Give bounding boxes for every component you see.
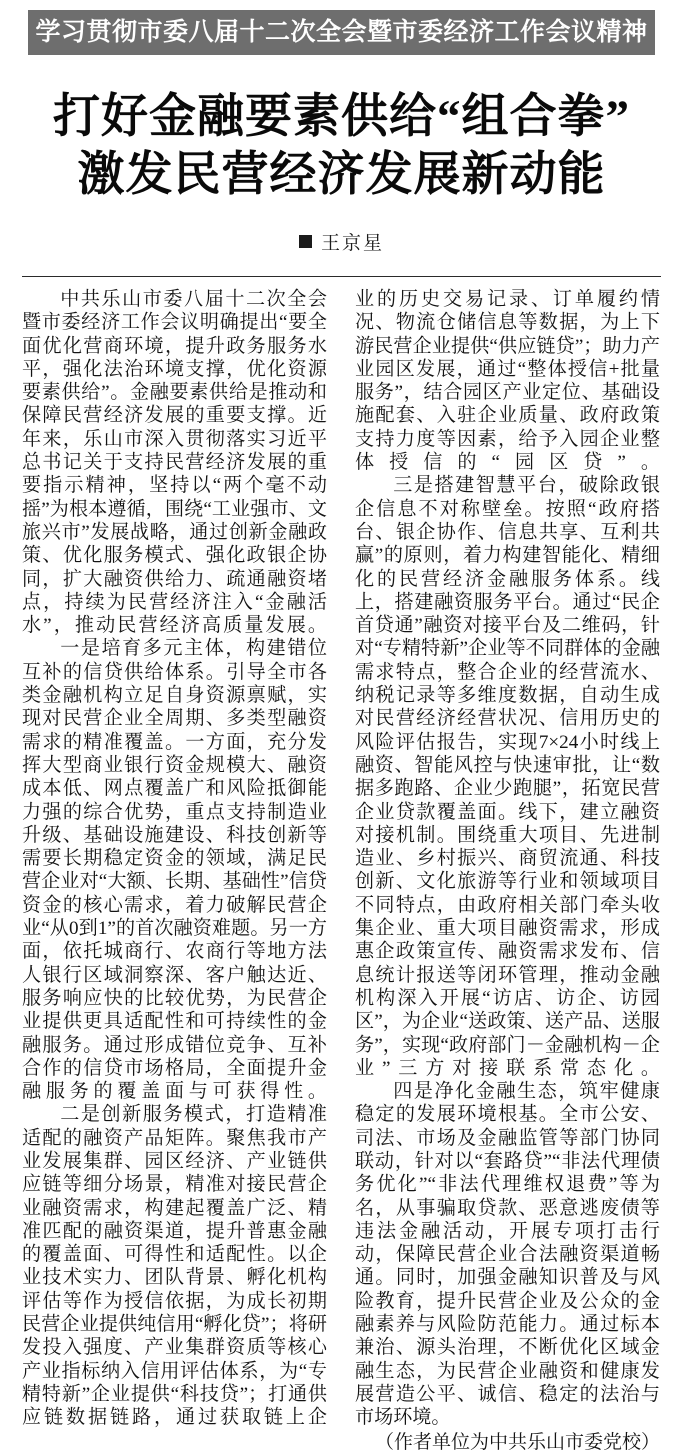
article-column-right [355, 288, 660, 1453]
banner-title: 学习贯彻市委八届十二次全会暨市委经济工作会议精神 [35, 19, 648, 46]
section-banner [28, 10, 655, 55]
paragraph: 中共乐山市委八届十二次全会暨市委经济工作会议明确提出“要全面优化营商环境，提升政务服务水平，强化法治环境支撑，优化资源要素供给”。金融要素供给是推动和保障民营经济发展的重要支撑。近年来，乐山市深入贯彻落实习近平总书记关于支持民营经济发展的重要指示精神，坚持以“两个毫不动摇”为根本遵循，围绕“工业强市、文旅兴市”发展战略，通过创新金融政策、优化服务模式、强化政银企协同，扩大融资供给力、疏通融资堵点，持续为民营经济注入“金融活水”，推动民营经济高质量发展。 [22, 289, 327, 637]
page-title [0, 88, 683, 204]
square-bullet-icon [299, 235, 312, 248]
headline-line-1: 打好金融要素供给“组合拳” [53, 91, 630, 143]
headline-line-2: 激发民营经济发展新动能 [77, 149, 606, 201]
article-body [22, 288, 661, 1453]
paragraph: 业的历史交易记录、订单履约情况、物流仓储信息等数据，为上下游民营企业提供“供应链贷”；助力产业园区发展，通过“整体授信+批量服务”，结合园区产业定位、基础设施配套、入驻企业质量、政府政策支持力度等因素，给予入园企业整体授信的“园区贷”。 [355, 289, 660, 474]
author-affiliation: （作者单位为中共乐山市委党校） [374, 1431, 660, 1453]
byline-author: 王京星 [320, 233, 384, 254]
paragraph: 二是创新服务模式，打造精准适配的融资产品矩阵。聚焦我市产业发展集群、园区经济、产业链供应链等细分场景，精准对接民营企业融资需求，构建起覆盖广泛、精准匹配的融资渠道，提升普惠金融的覆盖面、可得性和适配性。以企业技术实力、团队背景、孵化机构评估等作为授信依据，为成长初期民营企业提供纯信用“孵化贷”；将研发投入强度、产业集群资质等核心产业指标纳入信用评估体系，为“专精特新”企业提供“科技贷”；打通供应链数据链路，通过获取链上企 [22, 1104, 327, 1429]
paragraph: 三是搭建智慧平台，破除政银企信息不对称壁垒。按照“政府搭台、银企协作、信息共享、互利共赢”的原则，着力构建智能化、精细化的民营经济金融服务体系。线上，搭建融资服务平台。通过“民企首贷通”融资对接平台及二维码，针对“专精特新”企业等不同群体的金融需求特点，整合企业的经营流水、纳税记录等多维度数据，自动生成对民营经济经营状况、信用历史的风险评估报告，实现7×24小时线上融资、智能风控与快速审批，让“数据多跑路、企业少跑腿”，拓宽民营企业贷款覆盖面。线下，建立融资对接机制。围绕重大项目、先进制造业、乡村振兴、商贸流通、科技创新、文化旅游等行业和领域项目不同特点，由政府相关部门牵头收集企业、重大项目融资需求，形成惠企政策宣传、融资需求发布、信息统计报送等闭环管理，推动金融机构深入开展“访店、访企、访园区”，为企业“送政策、送产品、送服务”，实现“政府部门－金融机构－企业”三方对接联系常态化。 [355, 475, 660, 1079]
horizontal-rule-divider [22, 276, 661, 277]
byline [0, 228, 683, 255]
paragraph: 一是培育多元主体，构建错位互补的信贷供给体系。引导全市各类金融机构立足自身资源禀赋，实现对民营企业全周期、多类型融资需求的精准覆盖。一方面，充分发挥大型商业银行资金规模大、融资成本低、网点覆盖广和风险抵御能力强的综合优势，重点支持制造业升级、基础设施建设、科技创新等需要长期稳定资金的领域，满足民营企业对“大额、长期、基础性”信贷资金的核心需求，着力破解民营企业“从0到1”的首次融资难题。另一方面，依托城商行、农商行等地方法人银行区域洞察深、客户触达近、服务响应快的比较优势，为民营企业提供更具适配性和可持续性的金融服务。通过形成错位竞争、互补合作的信贷市场格局，全面提升金融服务的覆盖面与可获得性。 [22, 638, 327, 1103]
paragraph: 四是净化金融生态，筑牢健康稳定的发展环境根基。全市公安、司法、市场及金融监管等部门协同联动，针对以“套路贷”“非法代理债务优化”“非法代理维权退费”等为名，从事骗取贷款、恶意逃废债等违法金融活动，开展专项打击行动，保障民营企业合法融资渠道畅通。同时，加强金融知识普及与风险教育，提升民营企业及公众的金融素养与风险防范能力。通过标本兼治、源头治理，不断优化区域金融生态，为民营企业融资和健康发展营造公平、诚信、稳定的法治与市场环境。 [355, 1081, 660, 1429]
article-column-left [22, 288, 327, 1429]
